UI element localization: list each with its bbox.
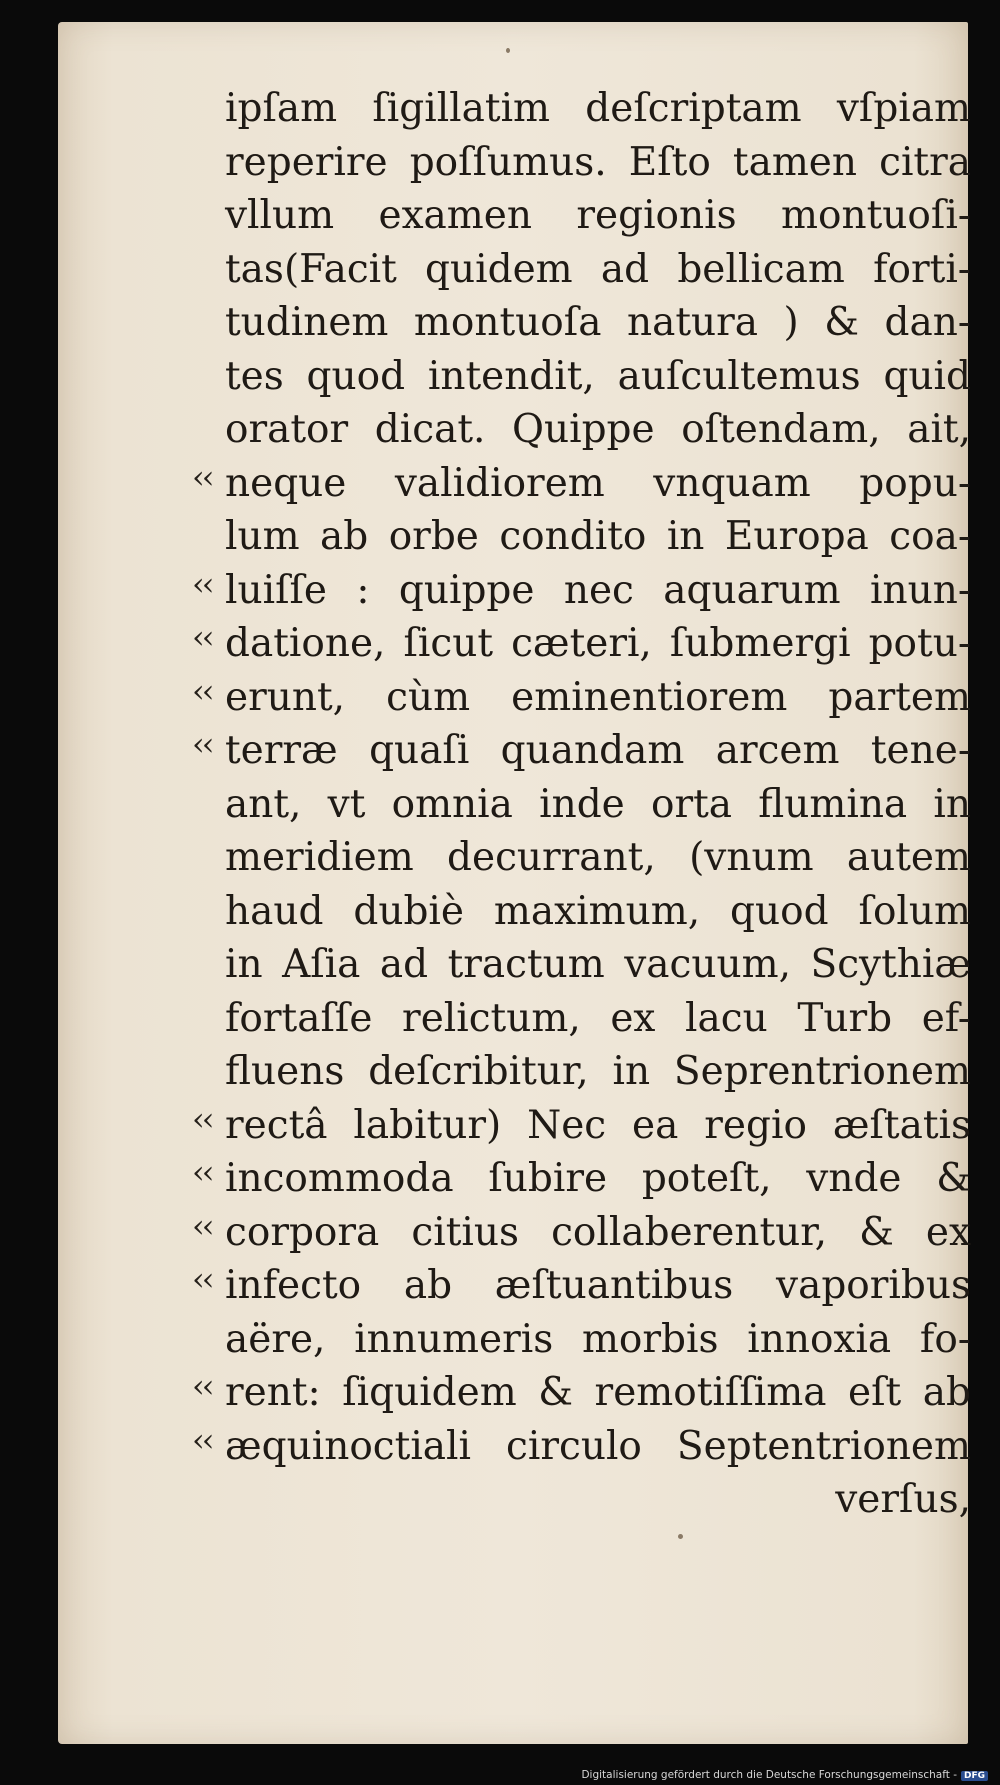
paper-speck [678,1534,683,1539]
text-line [225,136,971,190]
text-line [192,671,971,725]
text-line [192,617,971,671]
text-line [225,778,971,832]
text-line [225,992,971,1046]
text-line [225,82,971,136]
line-text: neque validiorem vnquam popu- [225,460,971,506]
text-line [225,1313,971,1367]
quote-mark: ‹‹ [192,1367,212,1405]
quote-mark: ‹‹ [192,1153,212,1191]
text-line [192,1366,971,1420]
text-line [192,1259,971,1313]
line-text: datione, ſicut cæteri, ſubmergi potu- [225,621,971,666]
text-line [225,296,971,350]
text-line [192,1099,971,1153]
line-text: ipſam ſigillatim deſcriptam vſpiam [225,86,971,131]
dfg-logo: DFG [961,1771,988,1781]
text-line [225,1045,971,1099]
line-text: aëre, innumeris morbis innoxia fo- [225,1316,971,1362]
line-text: terræ quaſi quandam arcem tene- [225,728,971,773]
quote-mark: ‹‹ [192,457,212,496]
text-line [225,243,971,297]
line-text: erunt, cùm eminentiorem partem [225,674,971,720]
line-text: æquinoctiali circulo Septentrionem [225,1423,971,1469]
text-line [225,189,971,243]
quote-mark: ‹‹ [192,1260,212,1298]
line-text: tudinem montuoſa natura ) & dan- [225,300,971,345]
text-line [225,350,971,404]
line-text: rectâ labitur) Nec ea regio æſtatis [225,1102,971,1148]
line-text: haud dubiè maximum, quod ſolum [225,888,971,934]
quote-mark: ‹‹ [192,618,212,656]
text-line [225,510,971,564]
text-line [225,885,971,939]
line-text: incommoda ſubire poteſt, vnde & [225,1156,971,1201]
line-text: luiſſe : quippe nec aquarum inun- [225,567,971,613]
line-text: tes quod intendit, auſcultemus quid [225,353,971,399]
text-line [225,831,971,885]
quote-mark: ‹‹ [192,1099,212,1138]
page-text [192,82,971,1527]
quote-mark: ‹‹ [192,564,212,603]
digitization-credit [581,1769,988,1781]
line-text: meridiem decurrant, (vnum autem [225,835,971,880]
quote-mark: ‹‹ [192,725,212,763]
text-line [225,403,971,457]
line-text: orator dicat. Quippe oſtendam, ait, [225,407,971,452]
quote-mark: ‹‹ [192,1206,212,1245]
text-line [192,1206,971,1260]
text-line [192,1152,971,1206]
line-text: reperire poſſumus. Eſto tamen citra [225,139,971,185]
text-line [225,938,971,992]
line-text: tas(Facit quidem ad bellicam forti- [225,246,971,292]
quote-mark: ‹‹ [192,671,212,710]
text-line [192,724,971,778]
line-text: rent: ſiquidem & remotiſſima eſt ab [225,1370,971,1415]
quote-mark: ‹‹ [192,1420,212,1459]
text-line [192,457,971,511]
line-text: in Aſia ad tractum vacuum, Scythiæ [225,942,971,987]
catchword-line [225,1473,971,1527]
catchword: verſus, [835,1477,971,1522]
line-text: infecto ab æſtuantibus vaporibus [225,1263,971,1308]
line-text: fluens deſcribitur, in Seprentrionem [225,1049,971,1094]
text-line [192,564,971,618]
text-line [192,1420,971,1474]
line-text: vllum examen regionis montuoſi- [225,193,971,238]
line-text: ant, vt omnia inde orta flumina in [225,781,971,827]
paper-speck [506,48,510,53]
line-text: fortaſſe relictum, ex lacu Turb ef- [225,995,971,1041]
line-text: lum ab orbe condito in Europa coa- [225,514,971,559]
credit-text: Digitalisierung gefördert durch die Deutsche Forschungsgemeinschaft - [581,1769,957,1781]
line-text: corpora citius collaberentur, & ex [225,1209,971,1255]
